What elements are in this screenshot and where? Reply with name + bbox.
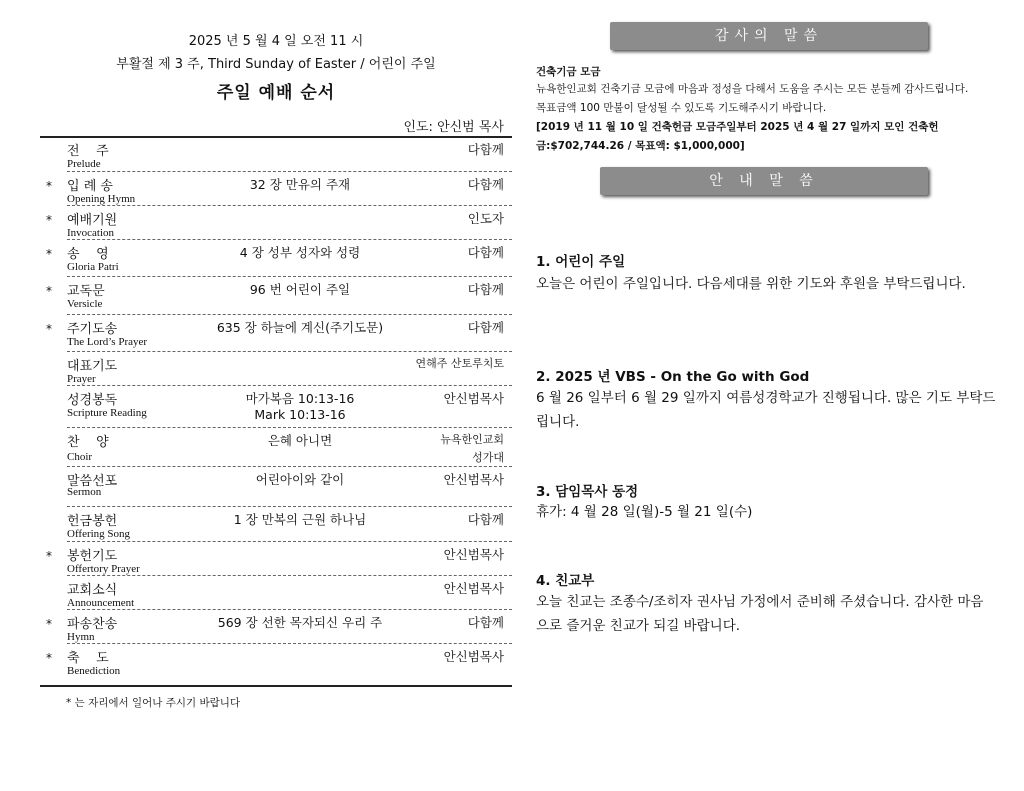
order-item-english: The Lord’s Prayer [67,336,148,348]
order-item-english: Offertory Prayer [67,563,140,575]
order-item-responsible: 안신범목사 [443,391,504,406]
announcement-body: 오늘 친교는 조종수/조히자 권사님 가정에서 준비해 주셨습니다. 감사한 마음으로 즐거운 친교가 되길 바랍니다. [536,594,984,634]
standing-marker: * [46,549,52,563]
order-item-detail: 635 장 하늘에 계신(주기도문) [216,320,384,335]
standing-note: * 는 자리에서 일어나 주시기 바랍니다 [66,697,241,709]
order-item-korean: 대표기도 [67,359,118,374]
order-item-english: Benediction [67,665,121,677]
order-item-korean: 축 도 [67,651,109,666]
announcement-body: 오늘은 어린이 주일입니다. 다음세대를 위한 기도와 후원을 부탁드립니다. [536,276,966,292]
order-item-responsible: 인도자 [467,211,504,226]
row-divider [67,351,512,352]
page-title: 주일 예배 순서 [216,83,336,103]
order-item-korean: 찬 양 [67,435,109,450]
standing-marker: * [46,213,52,227]
order-item-detail: 1 장 만복의 근원 하나님 [233,512,367,527]
order-item-korean: 송 영 [67,247,109,262]
order-item-detail: 569 장 선한 목자되신 우리 주 [217,615,383,630]
order-item-korean: 봉헌기도 [67,549,118,564]
order-item-english: Prayer [67,373,96,385]
standing-marker: * [46,284,52,298]
row-divider [67,643,512,644]
announcements-heading-bar: 안 내 말 씀 [600,167,928,195]
order-item-responsible: 뉴욕한인교회 [440,433,504,446]
service-subtitle: 부활절 제 3 주, Third Sunday of Easter / 어린이 주일 [116,57,436,72]
row-divider [67,506,512,507]
row-divider [67,427,512,428]
row-divider [67,466,512,467]
order-item-english: Choir [67,451,93,463]
announcement-title: 4. 친교부 [536,573,595,589]
order-item-responsible: 다함께 [467,615,504,630]
order-item-english: Offering Song [67,528,131,540]
order-item-korean: 전 주 [67,144,109,159]
announcement-title: 2. 2025 년 VBS - On the Go with God [536,369,810,385]
order-item-detail: 32 장 만유의 주재 [249,177,351,192]
service-date: 2025 년 5 월 4 일 오전 11 시 [188,34,364,49]
order-item-english: Versicle [67,298,103,310]
order-item-korean: 헌금봉헌 [67,514,118,529]
row-divider [67,609,512,610]
row-divider [67,239,512,240]
order-item-korean: 예배기원 [67,213,118,228]
order-item-responsible: 다함께 [467,177,504,192]
order-item-responsible: 다함께 [467,320,504,335]
building-fund-total: [2019 년 11 월 10 일 건축헌금 모금주일부터 2025 년 4 월 27 일까지 모인 건축헌금:$702,744.26 / 목표액: $1,000,000] [536,121,939,152]
row-divider [67,205,512,206]
order-item-detail: 96 번 어린이 주일 [249,282,351,297]
order-item-responsible: 다함께 [467,282,504,297]
bottom-rule [40,685,512,687]
building-fund-title: 건축기금 모금 [536,66,601,78]
standing-marker: * [46,179,52,193]
top-rule [40,136,512,138]
order-item-responsible: 다함께 [467,512,504,527]
order-item-english: Prelude [67,158,101,170]
order-item-korean: 성경봉독 [67,393,118,408]
order-item-responsible: 안신범목사 [443,472,504,487]
order-item-korean: 교회소식 [67,583,118,598]
order-item-korean: 입 례 송 [67,179,113,194]
order-item-responsible: 안신범목사 [443,581,504,596]
order-item-detail: 어린아이와 같이 [255,472,345,487]
row-divider [67,171,512,172]
order-item-english: Announcement [67,597,135,609]
order-item-korean: 말씀선포 [67,474,118,489]
order-item-korean: 주기도송 [67,322,118,337]
order-item-korean: 교독문 [67,284,105,299]
row-divider [67,276,512,277]
order-item-responsible: 안신범목사 [443,547,504,562]
order-item-detail: 4 장 성부 성자와 성령 [239,245,361,260]
order-item-responsible: 연해주 산토루치토 [415,357,504,370]
announcement-title: 1. 어린이 주일 [536,254,626,270]
order-item-english: Scripture Reading [67,407,147,419]
order-item-responsible: 다함께 [467,245,504,260]
order-item-detail: 은혜 아니면 [267,433,333,448]
order-item-responsible: 안신범목사 [443,649,504,664]
order-item-english: Sermon [67,486,102,498]
order-item-responsible-2: 성가대 [472,451,504,464]
standing-marker: * [46,651,52,665]
order-item-english: Gloria Patri [67,261,119,273]
standing-marker: * [46,247,52,261]
building-fund-body: 뉴욕한인교회 건축기금 모금에 마음과 정성을 다해서 도움을 주시는 모든 분들께 감사드립니다. 목표금액 100 만불이 달성될 수 있도록 기도해주시기 바랍니다. [536,83,969,114]
order-item-responsible: 다함께 [467,142,504,157]
standing-marker: * [46,617,52,631]
row-divider [67,314,512,315]
thanks-heading-bar: 감사의 말씀 [610,22,928,50]
row-divider [67,541,512,542]
order-item-english: Invocation [67,227,115,239]
order-item-korean: 파송찬송 [67,617,118,632]
standing-marker: * [46,322,52,336]
announcement-body: 6 월 26 일부터 6 월 29 일까지 여름성경학교가 진행됩니다. 많은 기도 부탁드립니다. [536,390,996,430]
row-divider [67,575,512,576]
order-item-english: Opening Hymn [67,193,136,205]
service-leader: 인도: 안신범 목사 [403,120,504,135]
order-item-english: Hymn [67,631,95,643]
row-divider [67,385,512,386]
announcement-body: 휴가: 4 월 28 일(월)-5 월 21 일(수) [536,504,753,520]
announcement-title: 3. 담임목사 동정 [536,484,639,500]
order-item-detail-2: Mark 10:13-16 [254,407,346,422]
order-item-detail: 마가복음 10:13-16 [245,391,355,406]
